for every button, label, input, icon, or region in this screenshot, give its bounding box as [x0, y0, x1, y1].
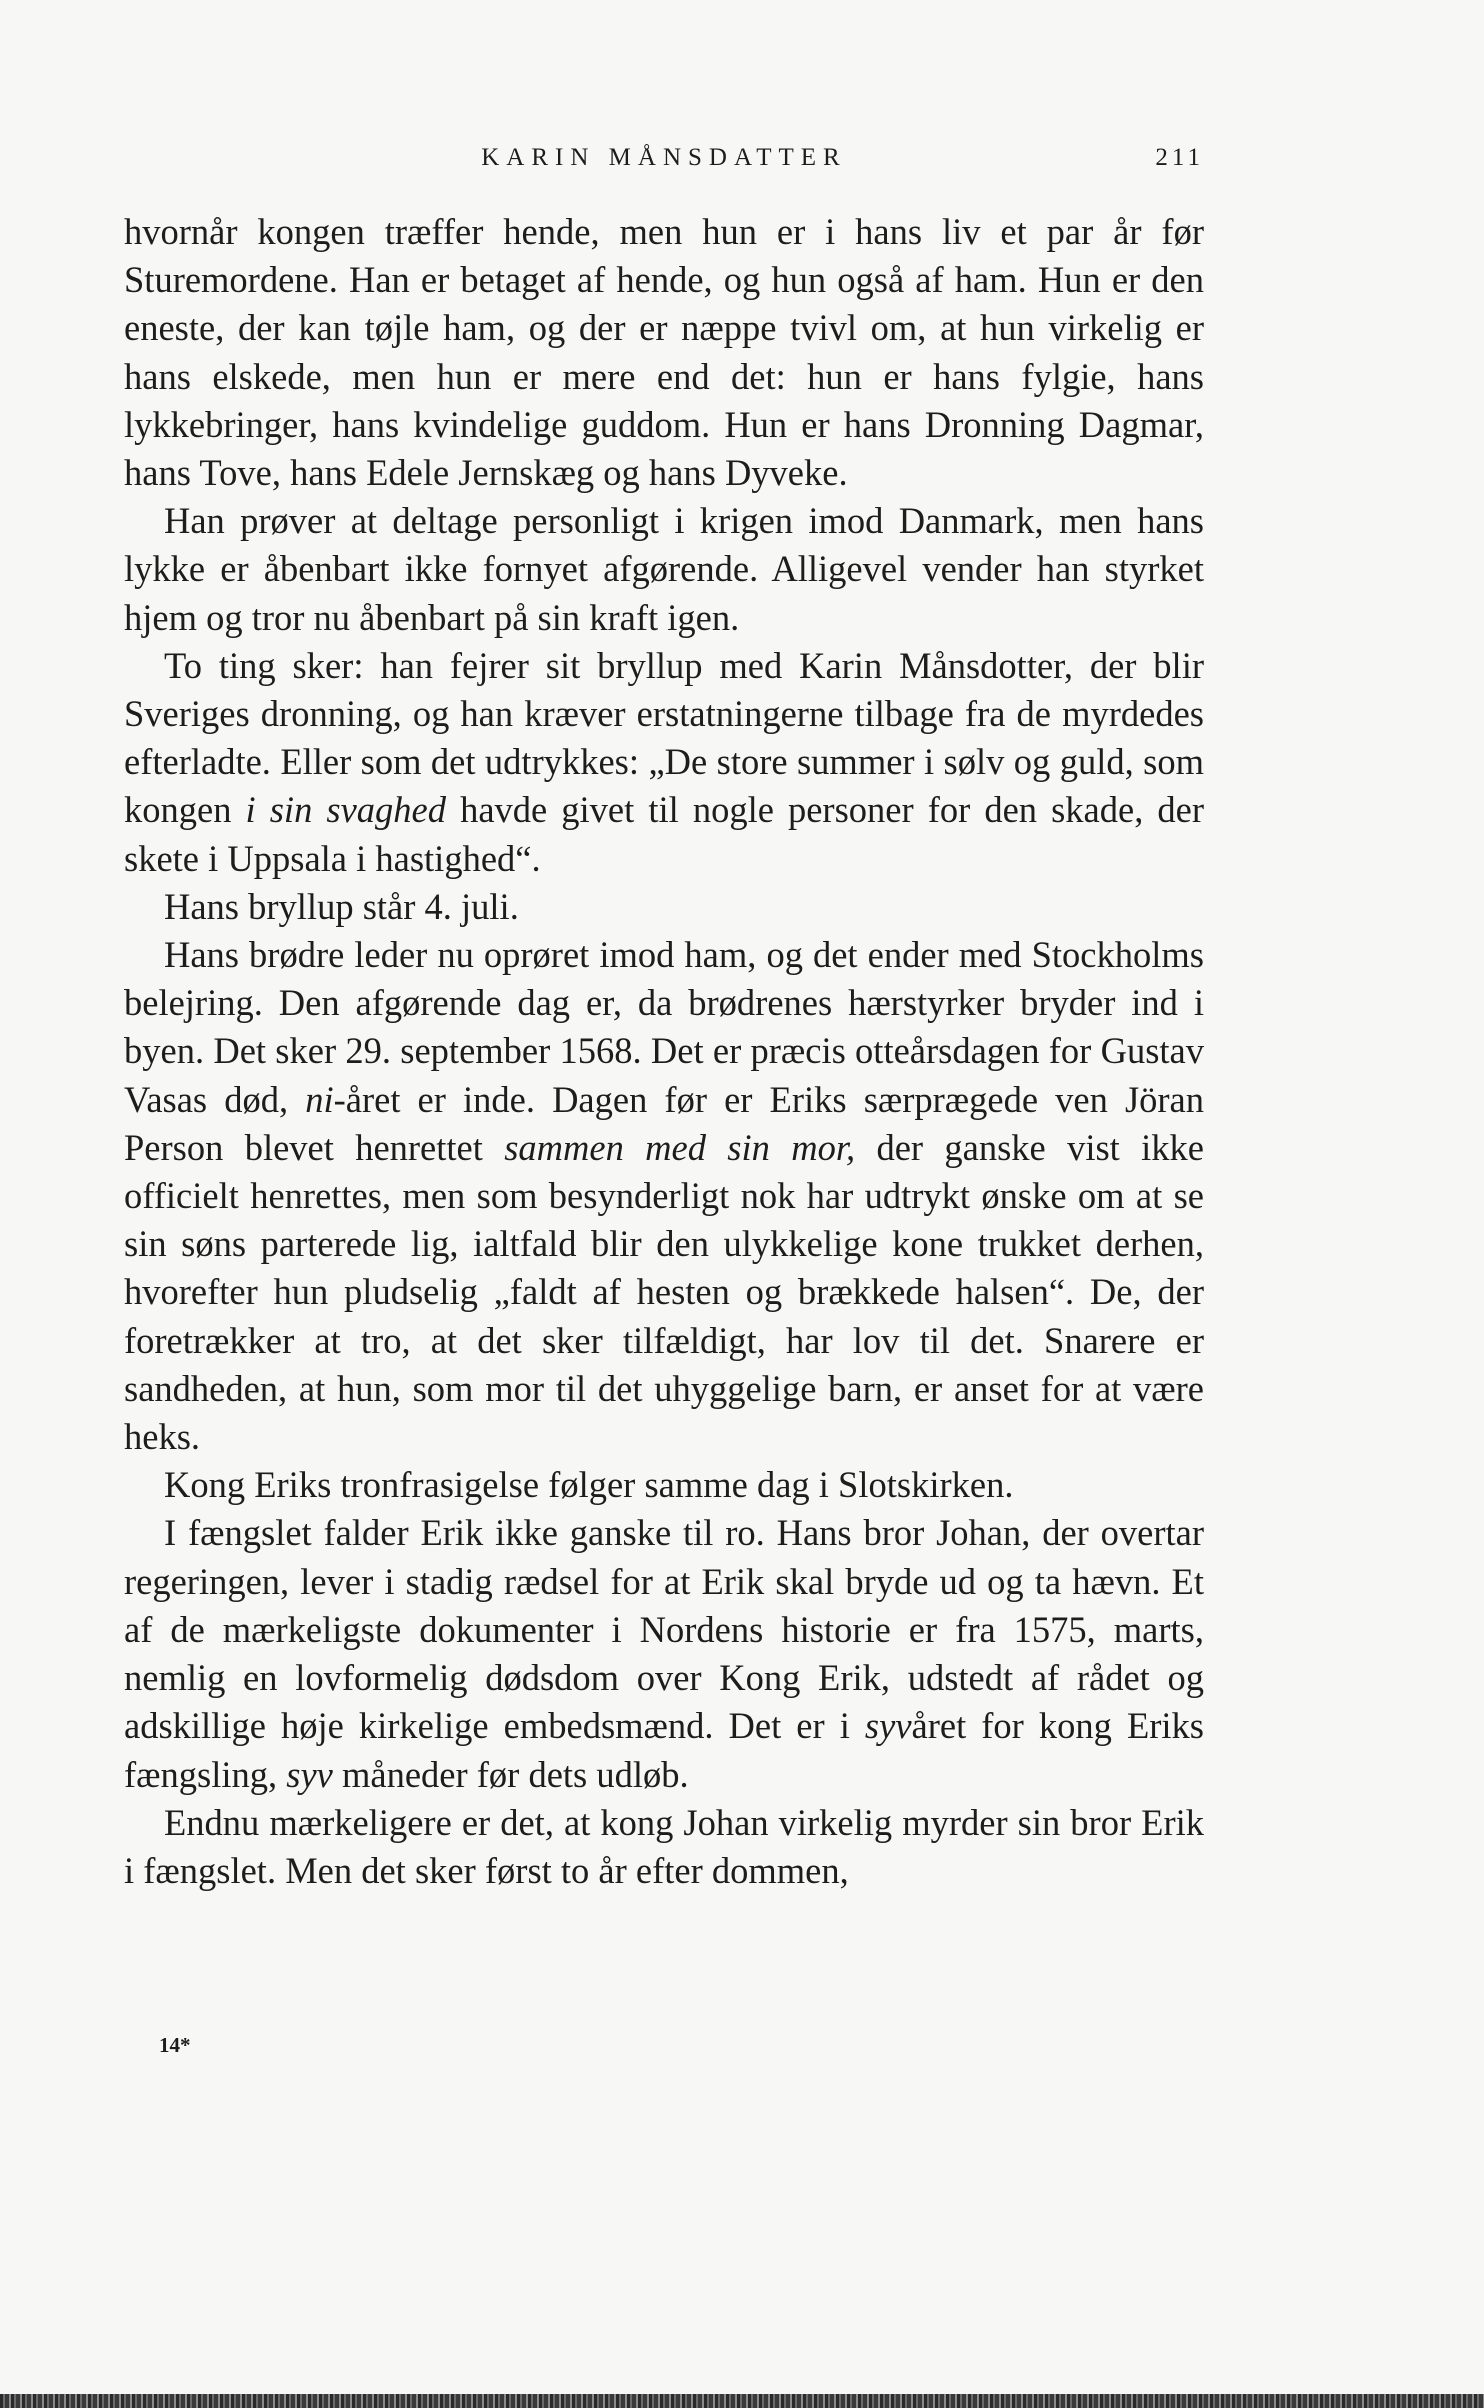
italic-text: syv	[864, 1705, 912, 1747]
paragraph	[124, 931, 1204, 1461]
paragraph	[124, 208, 1204, 497]
paragraph	[124, 1461, 1204, 1509]
text-run: der ganske vist ikke officielt henrettes, men som besynderligt nok har udtrykt ønske om at se sin søns parterede lig, ialtfald blir den ulykkelige kone trukket derhen, hvorefter hun pludselig „faldt af hesten og brækkede halsen“. De, der foretrækker at tro, at det sker tilfældigt, har lov til det. Snarere er sandheden, at hun, som mor til det uhyggelige barn, er anset for at være heks.	[124, 1126, 1204, 1458]
italic-text: syv	[286, 1753, 333, 1795]
text-run: Kong Eriks tronfrasigelse følger samme dag i Slotskirken.	[164, 1464, 1014, 1506]
italic-text: ni	[305, 1078, 334, 1120]
running-title: KARIN MÅNSDATTER	[481, 144, 847, 171]
scan-edge-strip	[0, 2394, 1484, 2408]
text-run: Endnu mærkeligere er det, at kong Johan virkelig myrder sin bror Erik i fængslet. Men det sker først to år efter dommen,	[124, 1801, 1204, 1891]
text-run: I fængslet falder Erik ikke ganske til ro. Hans bror Johan, der overtar regeringen, lever i stadig rædsel for at Erik skal bryde ud og ta hævn. Et af de mærkeligste dokumenter i Nordens historie er fra 1575, marts, nemlig en lovformelig dødsdom over Kong Erik, udstedt af rådet og adskillige høje kirkelige embedsmænd. Det er i	[124, 1512, 1204, 1747]
text-run: Han prøver at deltage personligt i krigen imod Danmark, men hans lykke er åbenbart ikke fornyet afgørende. Alligevel vender han styrket hjem og tror nu åbenbart på sin kraft igen.	[124, 500, 1204, 638]
text-run: Hans brødre leder nu oprøret imod ham, og det ender med Stockholms belejring. Den afgørende dag er, da brødrenes hærstyrker bryder ind i byen. Det sker 29. september 1568. Det er præcis otteårsdagen for Gustav Vasas død,	[124, 934, 1204, 1120]
text-run: måneder før dets udløb.	[332, 1753, 689, 1795]
italic-text: sammen med sin mor,	[504, 1126, 856, 1168]
body-text	[124, 208, 1204, 1895]
text-run: Hans bryllup står 4. juli.	[164, 885, 519, 927]
text-run: To ting sker: han fejrer sit bryllup med Karin Månsdotter, der blir Sveriges dronning, og han kræver erstatningerne tilbage fra de myrdedes efterladte. Eller som det udtrykkes: „De store summer i sølv og guld, som kongen	[124, 644, 1204, 831]
text-run: året for kong Eriks fængsling,	[124, 1705, 1204, 1795]
signature-mark: 14*	[159, 2033, 191, 2057]
text-run: havde givet til nogle personer for den skade, der skete i Uppsala i hastighed“.	[124, 789, 1204, 879]
running-head	[124, 138, 1204, 178]
paragraph	[124, 883, 1204, 931]
italic-text: i sin svaghed	[245, 789, 446, 831]
page-number: 211	[1155, 144, 1204, 171]
text-run: -året er inde. Dagen før er Eriks særprægede ven Jöran Person blevet henrettet	[124, 1078, 1204, 1168]
paragraph	[124, 642, 1204, 883]
text-run: hvornår kongen træffer hende, men hun er i hans liv et par år før Sturemordene. Han er betaget af hende, og hun også af ham. Hun er den eneste, der kan tøjle ham, og der er næppe tvivl om, at hun virkelig er hans elskede, men hun er mere end det: hun er hans fylgie, hans lykkebringer, hans kvindelige guddom. Hun er hans Dronning Dagmar, hans Tove, hans Edele Jernskæg og hans Dyveke.	[124, 211, 1204, 494]
paragraph	[124, 1799, 1204, 1895]
paragraph	[124, 497, 1204, 642]
paragraph	[124, 1509, 1204, 1798]
